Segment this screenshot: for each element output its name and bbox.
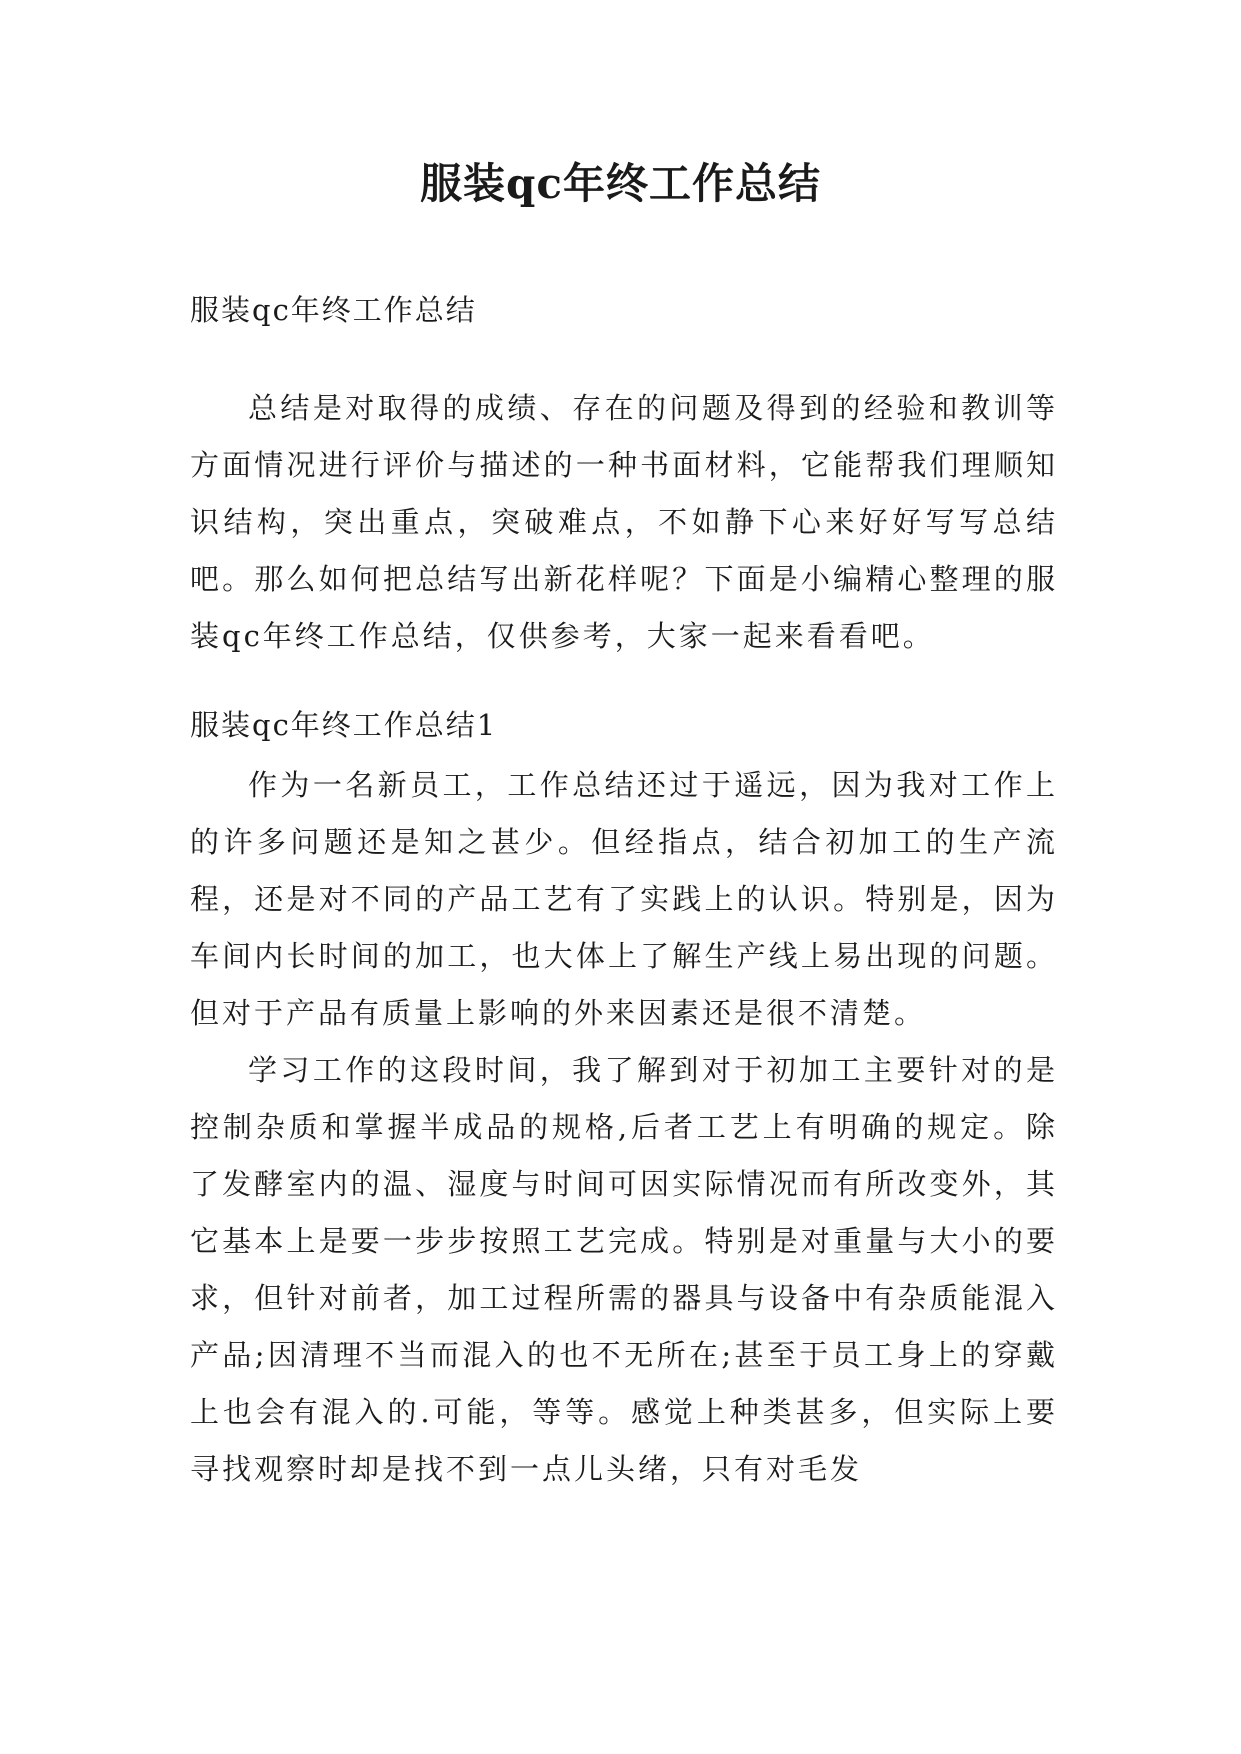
intro-paragraph: 总结是对取得的成绩、存在的问题及得到的经验和教训等方面情况进行评价与描述的一种书面材料，它能帮我们理顺知识结构，突出重点，突破难点，不如静下心来好好写写总结吧。那么如何把总结写出新花样呢？下面是小编精心整理的服装qc年终工作总结，仅供参考，大家一起来看看吧。	[190, 391, 1058, 653]
document-body	[190, 290, 1058, 1498]
body-paragraph-1: 作为一名新员工，工作总结还过于遥远，因为我对工作上的许多问题还是知之甚少。但经指点，结合初加工的生产流程，还是对不同的产品工艺有了实践上的认识。特别是，因为车间内长时间的加工，也大体上了解生产线上易出现的问题。但对于产品有质量上影响的外来因素还是很不清楚。	[190, 768, 1058, 1030]
body-paragraph-2: 学习工作的这段时间，我了解到对于初加工主要针对的是控制杂质和掌握半成品的规格,后者工艺上有明确的规定。除了发酵室内的温、湿度与时间可因实际情况而有所改变外，其它基本上是要一步步按照工艺完成。特别是对重量与大小的要求，但针对前者，加工过程所需的器具与设备中有杂质能混入产品;因清理不当而混入的也不无所在;甚至于员工身上的穿戴上也会有混入的.可能，等等。感觉上种类甚多，但实际上要寻找观察时却是找不到一点儿头绪，只有对毛发	[190, 1053, 1058, 1486]
document-title: 服装qc年终工作总结	[420, 159, 821, 208]
section-heading: 服装qc年终工作总结1	[190, 708, 498, 742]
document-subtitle: 服装qc年终工作总结	[190, 293, 477, 327]
